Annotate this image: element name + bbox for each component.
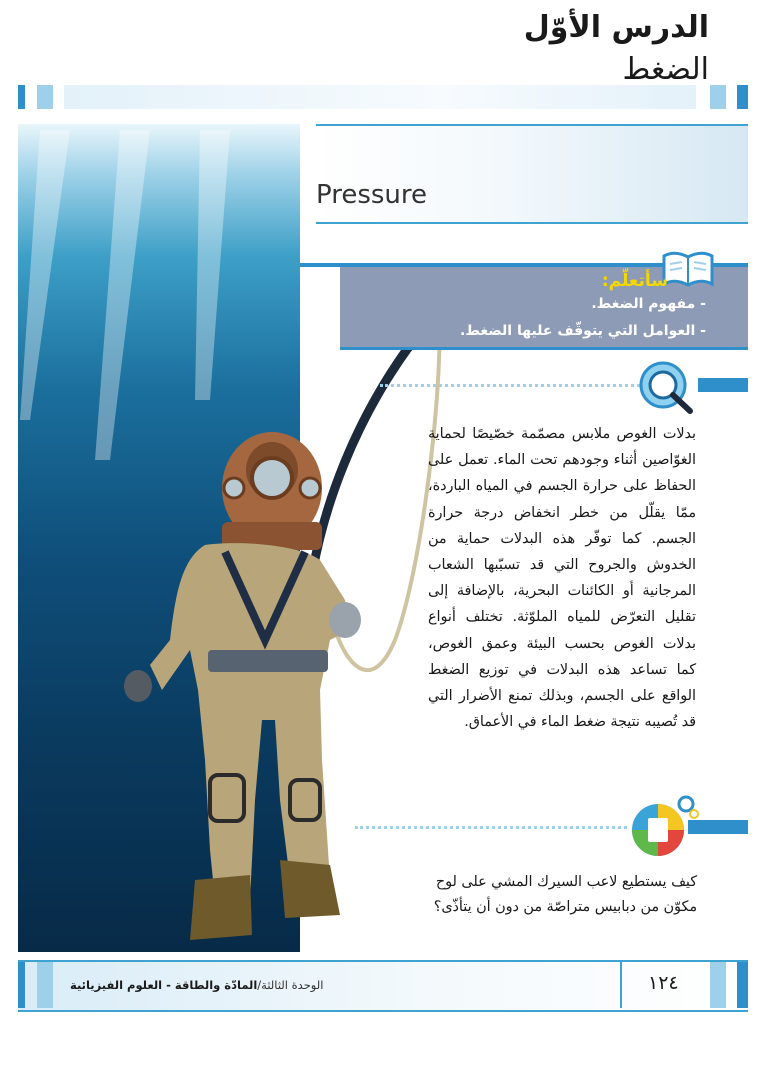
topic-title-arabic: الضغط <box>622 52 709 87</box>
footer-unit: الوحدة الثالثة/ <box>257 978 324 992</box>
footer-separator <box>620 962 622 1008</box>
intro-paragraph: بدلات الغوص ملابس مصمّمة خصّيصًا لحماية الغوّاصين أثناء وجودهم تحت الماء. تعمل على الحفاظ على حرارة الجسم في المياه الباردة، ممّا يقلّل من خطر انخفاض درجة حرارة الجسم. كما توفّر هذه البدلات حماية من الخدوش والجروح التي قد تسبّبها الشعاب المرجانية أو الكائنات البحرية، بالإضافة إلى تقليل التعرّض للمياه الملوّثة. تختلف أنواع بدلات الغوص بحسب البيئة وعمق الغوص، كما تساعد هذه البدلات في توزيع الضغط الواقع على الجسم، وبذلك تمنع الأضرار التي قد تُصيبه نتيجة ضغط الماء في الأعماق. <box>428 426 696 731</box>
objectives-bottom-line <box>340 347 748 350</box>
open-book-icon <box>660 248 716 290</box>
dotted-divider <box>380 384 640 387</box>
objective-item: - العوامل التي يتوقّف عليها الضغط. <box>460 323 706 339</box>
footer-accent-block <box>710 962 726 1008</box>
dotted-divider <box>355 826 627 829</box>
objective-item: - مفهوم الضغط. <box>591 296 706 312</box>
footer-unit-label <box>70 978 323 992</box>
footer-accent-block <box>37 962 53 1008</box>
lesson-title: الدرس الأوّل <box>523 10 709 45</box>
footer-accent-block <box>18 962 25 1008</box>
magnifier-icon <box>638 360 696 416</box>
footer-unit-title: المادّة والطاقة - العلوم الفيزيائية <box>70 978 258 992</box>
objectives-heading: سأتعلّم: <box>601 271 668 291</box>
topic-title-english: Pressure <box>316 180 428 210</box>
thinking-icon <box>630 794 700 862</box>
footer-accent-block <box>737 962 748 1008</box>
divider-accent-bar <box>698 378 748 392</box>
question-text: كيف يستطيع لاعب السيرك المشي على لوح مكوّن من دبابيس متراصّة من دون أن يتأذّى؟ <box>433 874 697 915</box>
page-number: ١٢٤ <box>648 972 679 994</box>
